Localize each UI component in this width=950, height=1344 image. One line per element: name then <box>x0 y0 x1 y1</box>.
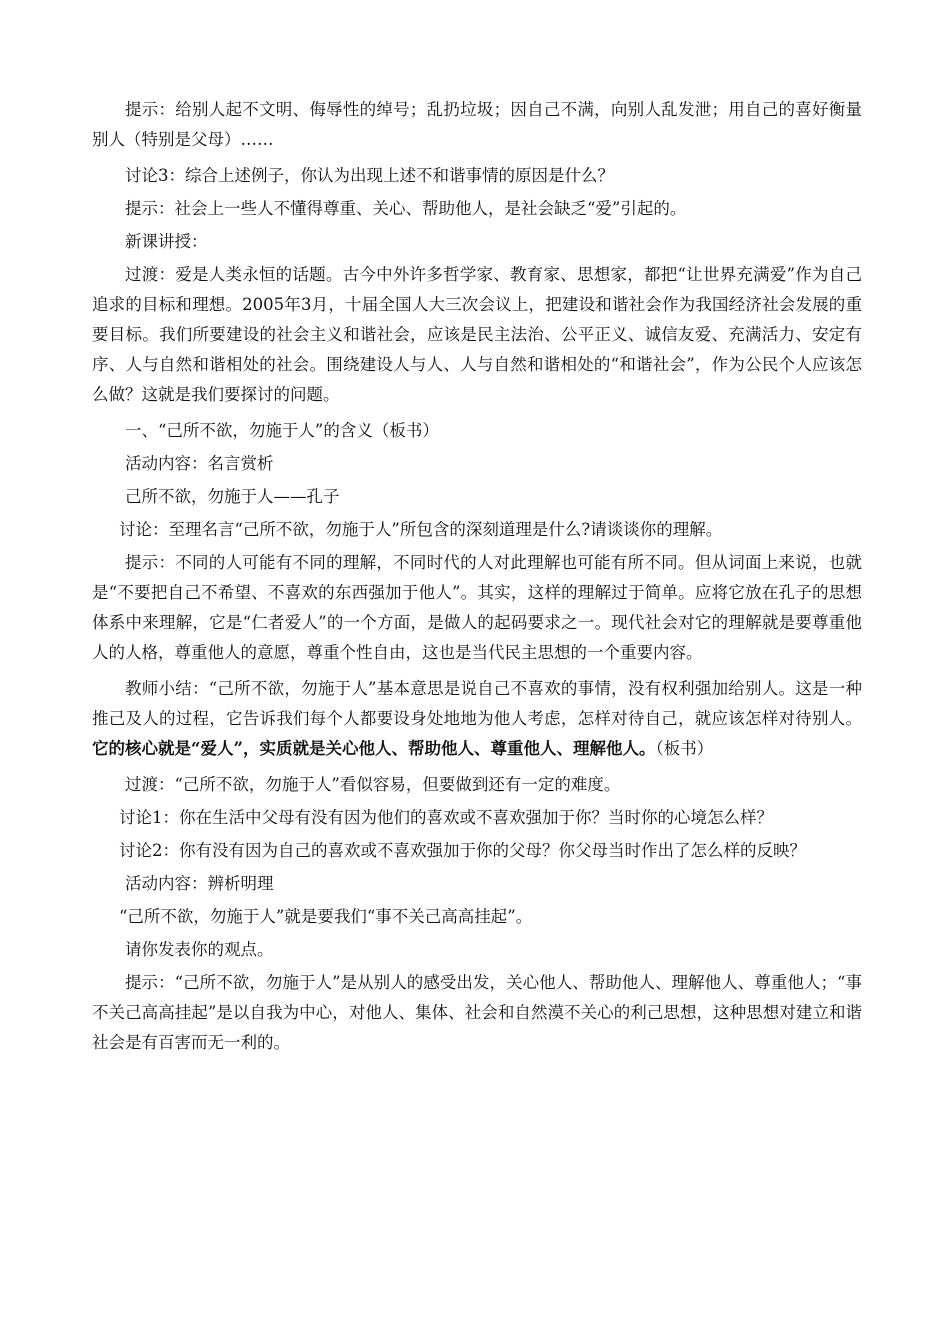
hint-paragraph-4: 提示：“己所不欲，勿施于人”是从别人的感受出发，关心他人、帮助他人、理解他人、尊重他人；“事不关己高高挂起”是以自我为中心，对他人、集体、社会和自然漠不关心的利己思想，这种思想对建立和谐社会是有百害而无一利的。 <box>92 973 862 1052</box>
hint-paragraph-3: 提示：不同的人可能有不同的理解，不同时代的人对此理解也可能有所不同。但从词面上来说，也就是“不要把自己不希望、不喜欢的东西强加于他人”。其实，这样的理解过于简单。应将它放在孔子的思想体系中来理解，它是“仁者爱人”的一个方面，是做人的起码要求之一。现代社会对它的理解就是要尊重他人的人格，尊重他人的意愿，尊重个性自由，这也是当代民主思想的一个重要内容。 <box>92 553 862 662</box>
discussion-meaning: 讨论：至理名言“己所不欲，勿施于人”所包含的深刻道理是什么?请谈谈你的理解。 <box>119 520 723 539</box>
confucius-quote: 己所不欲，勿施于人——孔子 <box>125 487 340 506</box>
discussion-3: 讨论3：综合上述例子，你认为出现上述不和谐事情的原因是什么？ <box>125 166 614 185</box>
document-page <box>92 95 862 1064</box>
activity-quote-appreciation: 活动内容：名言赏析 <box>125 454 274 473</box>
transition-paragraph-2: 过渡：“己所不欲，勿施于人”看似容易，但要做到还有一定的难度。 <box>125 775 621 794</box>
teacher-summary <box>92 674 862 764</box>
discussion-1: 讨论1：你在生活中父母有没有因为他们的喜欢或不喜欢强加于你？当时你的心境怎么样？ <box>119 808 773 827</box>
teacher-summary-text: 教师小结：“己所不欲，勿施于人”基本意思是说自己不喜欢的事情，没有权利强加给别人。这是一种推己及人的过程，它告诉我们每个人都要设身处地地为他人考虑，怎样对待自己，就应该怎样对待别人。 <box>92 679 862 728</box>
section-heading-1: 一、“己所不欲，勿施于人”的含义（板书） <box>125 421 439 440</box>
hint-paragraph-2: 提示：社会上一些人不懂得尊重、关心、帮助他人，是社会缺乏“爱”引起的。 <box>125 199 687 218</box>
activity-analysis: 活动内容：辨析明理 <box>125 874 274 893</box>
prompt-opinion: 请你发表你的观点。 <box>125 940 274 959</box>
teacher-summary-board-note: （板书） <box>655 739 714 758</box>
debate-statement: “己所不欲，勿施于人”就是要我们“事不关己高高挂起”。 <box>119 907 533 926</box>
hint-paragraph-1: 提示：给别人起不文明、侮辱性的绰号；乱扔垃圾；因自己不满，向别人乱发泄；用自己的喜好衡量别人（特别是父母）…… <box>92 100 862 149</box>
transition-paragraph-1: 过渡：爱是人类永恒的话题。古今中外许多哲学家、教育家、思想家，都把“让世界充满爱”作为自己追求的目标和理想。2005年3月，十届全国人大三次会议上，把建设和谐社会作为我国经济社会发展的重要目标。我们所要建设的社会主义和谐社会，应该是民主法治、公平正义、诚信友爱、充满活力、安定有序、人与自然和谐相处的社会。围绕建设人与人、人与自然和谐相处的“和谐社会”，作为公民个人应该怎么做？这就是我们要探讨的问题。 <box>92 265 862 404</box>
new-lesson-heading: 新课讲授： <box>125 232 208 251</box>
discussion-2: 讨论2：你有没有因为自己的喜欢或不喜欢强加于你的父母？你父母当时作出了怎么样的反映？ <box>119 841 806 860</box>
teacher-summary-core: 它的核心就是“爱人”，实质就是关心他人、帮助他人、尊重他人、理解他人。 <box>92 739 656 758</box>
